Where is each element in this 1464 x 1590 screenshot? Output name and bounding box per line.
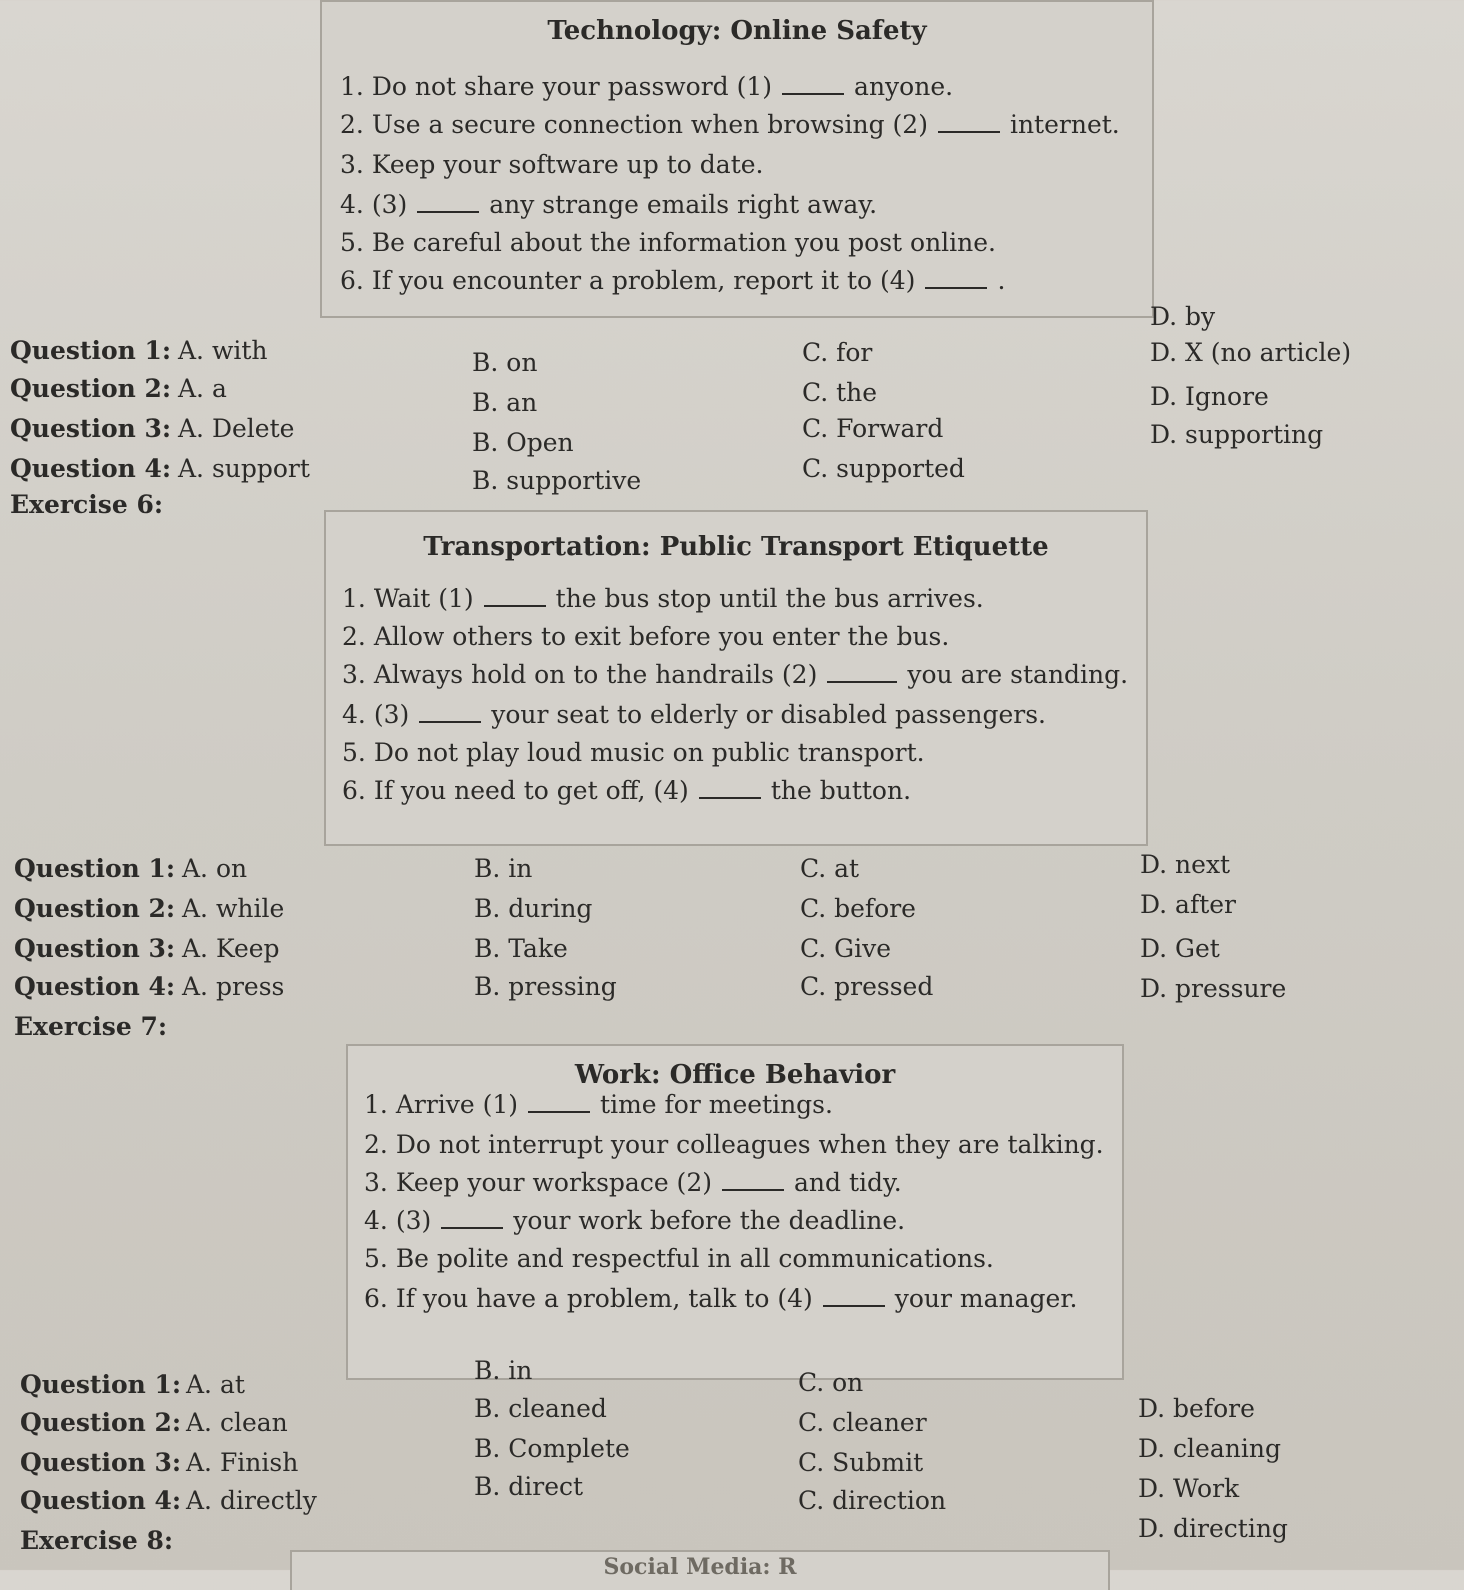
rule-line: 2. Do not interrupt your colleagues when they are talking. [364,1130,1104,1159]
option-b: B. pressing [474,972,617,1001]
rule-line: 6. If you encounter a problem, report it to (4) . [340,266,1006,295]
question-row [0,890,1464,932]
option-d: D. directing [1138,1514,1288,1543]
option-b: B. in [474,1356,533,1385]
option-c: C. direction [798,1486,947,1515]
blank-4 [925,267,987,289]
question-label: Question 3: [14,934,176,963]
option-a: A. at [186,1370,245,1399]
passage-title: Social Media: R [603,1554,797,1580]
option-d: D. Get [1140,934,1220,963]
option-c: C. supported [802,454,965,483]
option-d: D. before [1138,1394,1255,1423]
option-c: C. for [802,338,873,367]
question-row [0,850,1464,892]
option-a: A. support [178,454,310,483]
option-a: A. Keep [182,934,280,963]
option-a: A. directly [186,1486,317,1515]
option-a: A. with [178,336,268,365]
option-b: B. Open [472,428,574,457]
question-label: Question 4: [20,1486,182,1515]
exercise-heading: Exercise 6: [10,490,164,519]
blank-3 [441,1207,503,1229]
blank-1 [782,73,844,95]
blank-4 [823,1285,885,1307]
passage-title: Technology: Online Safety [547,16,927,46]
option-a: A. Delete [178,414,295,443]
passage-title: Work: Office Behavior [574,1060,896,1090]
option-c: C. cleaner [798,1408,927,1437]
option-d: D. next [1140,850,1231,879]
exercise-heading: Exercise 8: [20,1526,174,1555]
rule-line: 3. Always hold on to the handrails (2) you are standing. [342,660,1129,689]
option-d: D. by [1150,302,1216,331]
blank-3 [419,701,481,723]
rule-line: 1. Do not share your password (1) anyone. [340,72,954,101]
option-b: B. direct [474,1472,584,1501]
blank-2 [827,661,897,683]
passage-title: Transportation: Public Transport Etiquette [423,532,1049,562]
option-b: B. on [472,348,538,377]
option-d: D. Ignore [1150,382,1269,411]
option-a: A. press [182,972,285,1001]
option-a: A. while [182,894,285,923]
option-d: D. after [1140,890,1236,919]
exercise-heading: Exercise 7: [14,1012,168,1041]
blank-4 [699,777,761,799]
option-c: C. Submit [798,1448,924,1477]
blank-1 [528,1091,590,1113]
option-b: B. cleaned [474,1394,607,1423]
rule-line: 4. (3) your work before the deadline. [364,1206,906,1235]
option-b: B. during [474,894,593,923]
option-d: D. pressure [1140,974,1287,1003]
rule-line: 6. If you have a problem, talk to (4) your manager. [364,1284,1078,1313]
option-d: D. X (no article) [1150,338,1352,367]
question-label: Question 2: [14,894,176,923]
option-b: B. supportive [472,466,642,495]
question-label: Question 2: [20,1408,182,1437]
question-row [0,972,1464,1010]
question-label: Question 1: [20,1370,182,1399]
blank-2 [722,1169,784,1191]
passage-box-social-media [290,1550,1110,1590]
option-d: D. cleaning [1138,1434,1281,1463]
rule-line: 4. (3) any strange emails right away. [340,190,878,219]
option-c: C. Forward [802,414,944,443]
question-row [0,934,1464,972]
option-a: A. clean [186,1408,288,1437]
option-d: D. Work [1138,1474,1240,1503]
option-c: C. at [800,854,860,883]
rule-line: 5. Be careful about the information you post online. [340,228,997,257]
rule-line: 3. Keep your workspace (2) and tidy. [364,1168,902,1197]
rule-line: 1. Wait (1) the bus stop until the bus arrives. [342,584,984,613]
rule-line: 3. Keep your software up to date. [340,150,764,179]
blank-1 [484,585,546,607]
question-label: Question 1: [10,336,172,365]
option-a: A. Finish [186,1448,299,1477]
rule-line: 2. Use a secure connection when browsing (2) internet. [340,110,1120,139]
option-b: B. in [474,854,533,883]
option-c: C. the [802,378,878,407]
option-b: B. an [472,388,538,417]
blank-2 [938,111,1000,133]
question-label: Question 3: [20,1448,182,1477]
option-a: A. a [178,374,227,403]
question-label: Question 2: [10,374,172,403]
option-c: C. before [800,894,916,923]
question-label: Question 1: [14,854,176,883]
option-c: C. pressed [800,972,934,1001]
option-c: C. Give [800,934,892,963]
rule-line: 5. Do not play loud music on public transport. [342,738,925,767]
option-b: B. Complete [474,1434,630,1463]
question-label: Question 4: [14,972,176,1001]
option-a: A. on [182,854,248,883]
rule-line: 1. Arrive (1) time for meetings. [364,1090,833,1119]
rule-line: 6. If you need to get off, (4) the button. [342,776,912,805]
rule-line: 4. (3) your seat to elderly or disabled passengers. [342,700,1046,729]
option-b: B. Take [474,934,568,963]
option-c: C. on [798,1368,864,1397]
rule-line: 2. Allow others to exit before you enter the bus. [342,622,950,651]
rule-line: 5. Be polite and respectful in all communications. [364,1244,994,1273]
option-d: D. supporting [1150,420,1324,449]
blank-3 [417,191,479,213]
question-label: Question 3: [10,414,172,443]
question-label: Question 4: [10,454,172,483]
